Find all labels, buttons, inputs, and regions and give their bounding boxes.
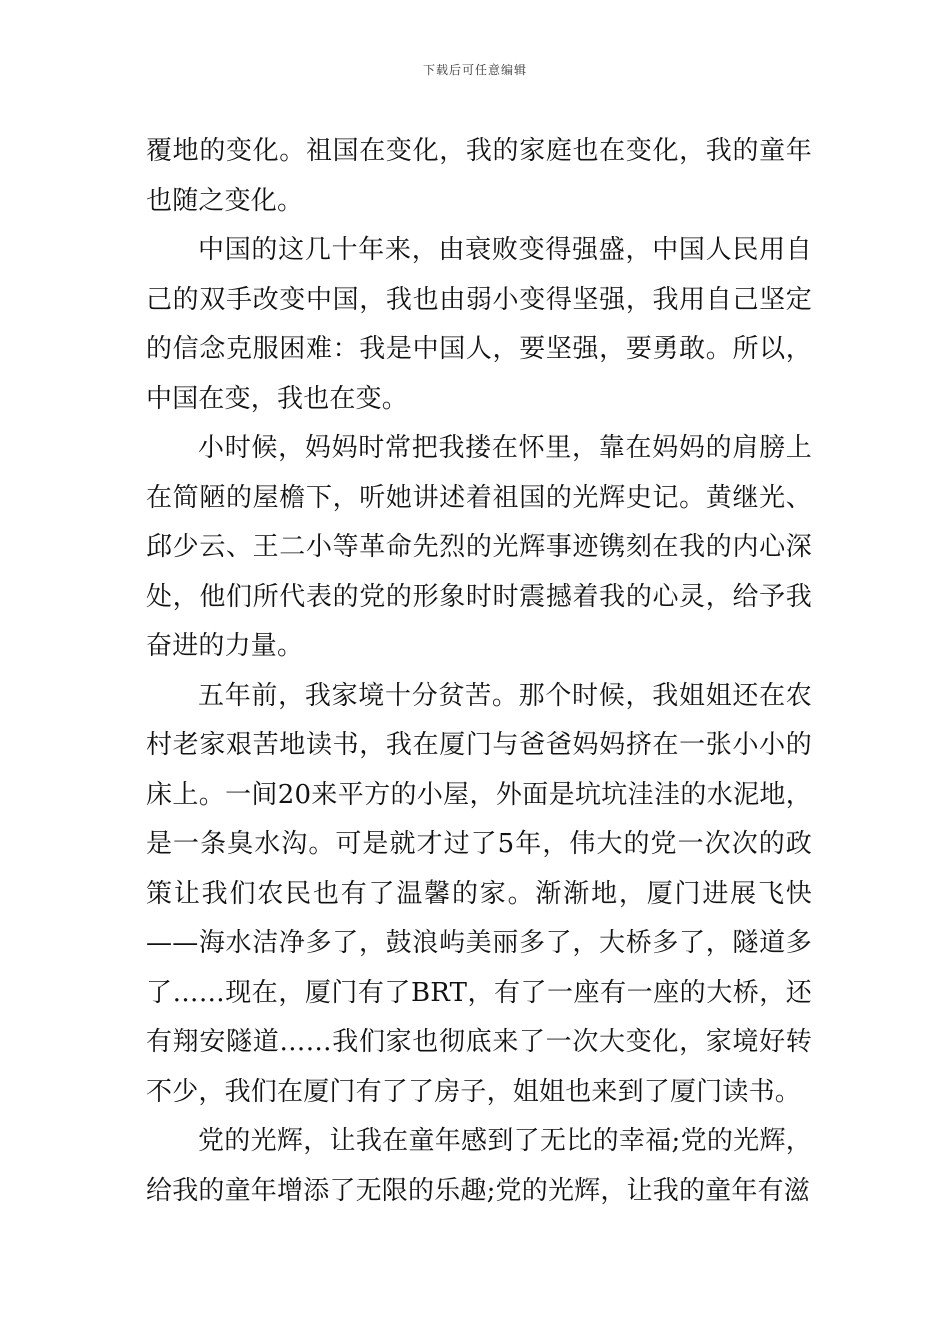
paragraph-party-glory: 党的光辉，让我在童年感到了无比的幸福;党的光辉，给我的童年增添了无限的乐趣;党的光辉，让我的童年有滋 — [146, 1126, 812, 1206]
paragraph-continuation: 覆地的变化。祖国在变化，我的家庭也在变化，我的童年也随之变化。 — [146, 136, 812, 216]
paragraph-childhood: 小时候，妈妈时常把我搂在怀里，靠在妈妈的肩膀上在简陋的屋檐下，听她讲述着祖国的光辉史记。黄继光、邱少云、王二小等革命先烈的光辉事迹镌刻在我的内心深处，他们所代表的党的形象时时震撼着我的心灵，给予我奋进的力量。 — [146, 433, 812, 661]
paragraph-five-years-ago: 五年前，我家境十分贫苦。那个时候，我姐姐还在农村老家艰苦地读书，我在厦门与爸爸妈妈挤在一张小小的床上。一间20来平方的小屋，外面是坑坑洼洼的水泥地，是一条臭水沟。可是就才过了5年，伟大的党一次次的政策让我们农民也有了温馨的家。渐渐地，厦门进展飞快——海水洁净多了，鼓浪屿美丽多了，大桥多了，隧道多了……现在，厦门有了BRT，有了一座有一座的大桥，还有翔安隧道……我们家也彻底来了一次大变化，家境好转不少，我们在厦门有了了房子，姐姐也来到了厦门读书。 — [146, 680, 812, 1107]
document-body — [146, 127, 812, 1216]
page-header-note: 下载后可任意编辑 — [422, 63, 527, 77]
paragraph-china-change: 中国的这几十年来，由衰败变得强盛，中国人民用自己的双手改变中国，我也由弱小变得坚强，我用自己坚定的信念克服困难：我是中国人，要坚强，要勇敢。所以，中国在变，我也在变。 — [146, 235, 812, 414]
